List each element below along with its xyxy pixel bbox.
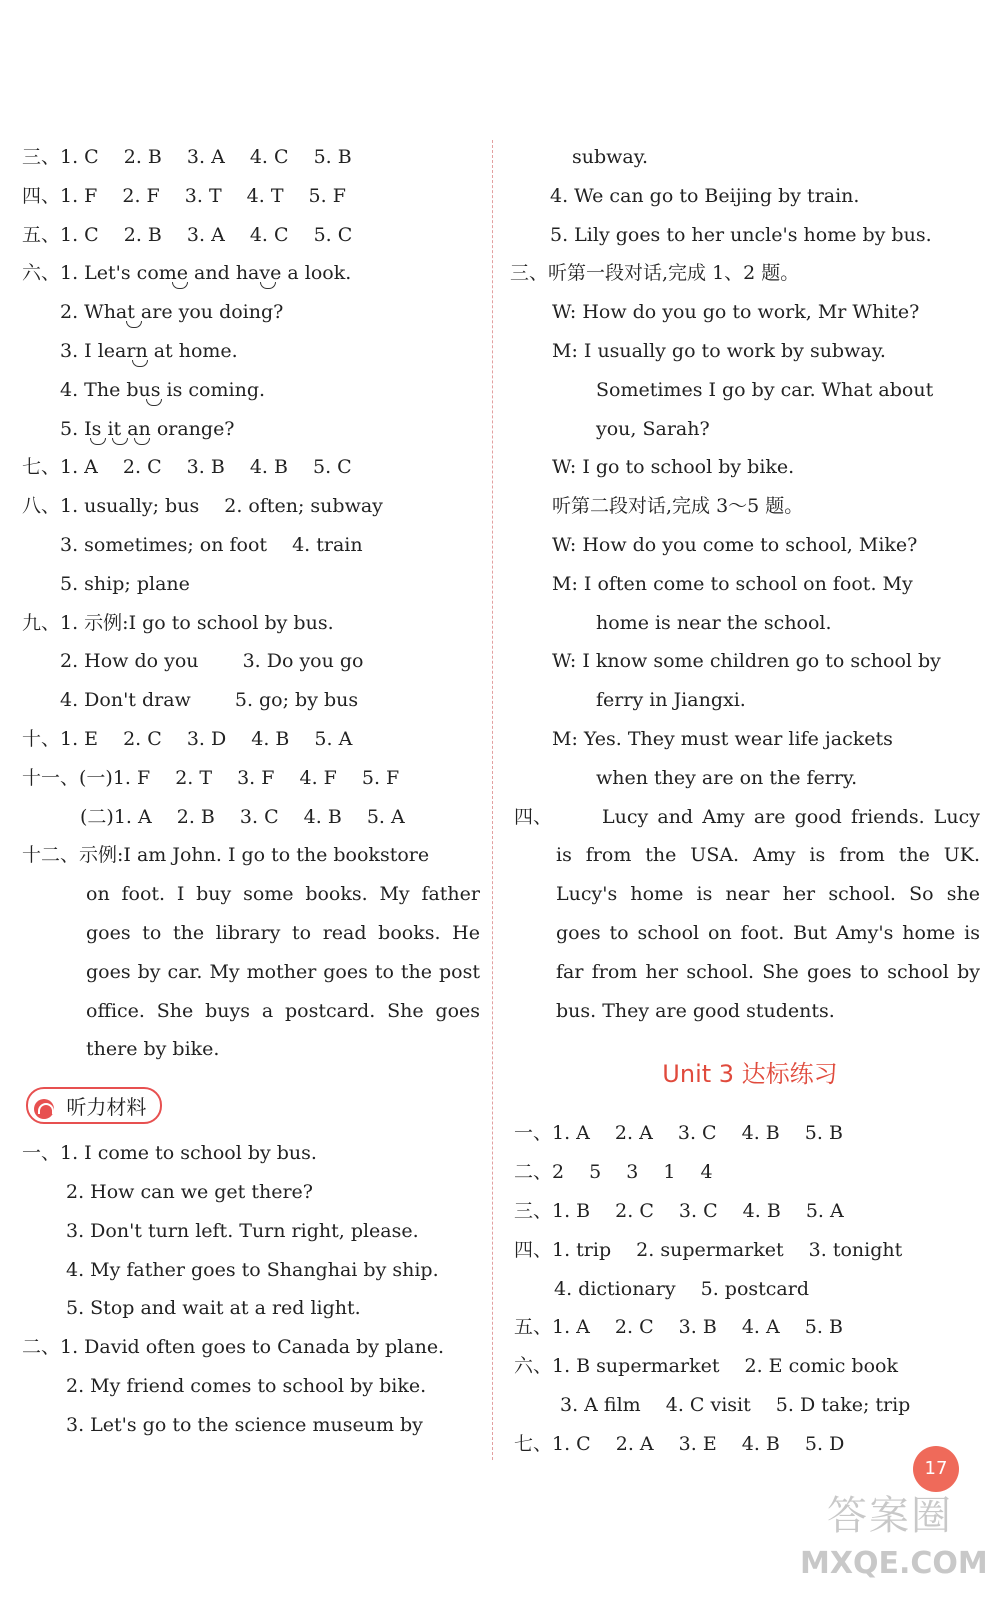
answer-line: 三、1. B 2. C 3. C 4. B 5. A <box>514 1199 844 1222</box>
listening-title: 听力材料 <box>66 1095 147 1120</box>
answer-line <box>22 410 480 449</box>
transcript-line: 一、1. I come to school by bus. <box>22 1142 317 1165</box>
transcript-line: 3. Don't turn left. Turn right, please. <box>66 1219 419 1242</box>
transcript-line: 4. My father goes to Shanghai by ship. <box>66 1258 439 1281</box>
answer-line: 5. ship; plane <box>60 572 190 595</box>
transcript-line: M: I usually go to work by subway. <box>552 339 886 362</box>
answer-line <box>22 332 480 371</box>
answer-line: 三、1. C 2. B 3. A 4. C 5. B <box>22 146 352 168</box>
transcript-line: you, Sarah? <box>596 417 710 440</box>
answer-line: 十二、示例:I am John. I go to the bookstore <box>22 844 430 867</box>
answer-line: 七、1. A 2. C 3. B 4. B 5. C <box>22 456 352 479</box>
liaison-mark <box>90 438 106 445</box>
answer-line: 4. Don't draw 5. go; by bus <box>60 689 359 712</box>
answer-line: 3. sometimes; on foot 4. train <box>60 533 363 556</box>
answer-line: 八、1. usually; bus 2. often; subway <box>22 495 383 518</box>
sample-essay: on foot. I buy some books. My father goes to the library to read books. He goes by car. My mother goes to the post office. She buys a postcard. She goes there by bike. <box>86 883 480 1061</box>
liaison-mark <box>146 399 162 406</box>
watermark-bottom: MXQE.COM <box>800 1546 988 1581</box>
answer-line: 十、1. E 2. C 3. D 4. B 5. A <box>22 727 353 750</box>
transcript-line: M: I often come to school on foot. My <box>552 572 913 595</box>
transcript-line: 3. Let's go to the science museum by <box>66 1413 423 1436</box>
answer-line: 3. A film 4. C visit 5. D take; trip <box>560 1393 911 1416</box>
transcript-line: W: How do you go to work, Mr White? <box>552 301 920 324</box>
liaison-mark <box>112 438 128 445</box>
left-column <box>22 138 480 1445</box>
transcript-line: 4. We can go to Beijing by train. <box>550 184 860 207</box>
liaison-mark <box>126 321 142 328</box>
answer-text: 4. The bus is coming. <box>60 378 266 401</box>
watermark-logo <box>800 1488 988 1592</box>
transcript-line: 5. Lily goes to her uncle's home by bus. <box>550 223 932 246</box>
liaison-mark <box>134 438 150 445</box>
answer-line: 五、1. A 2. C 3. B 4. A 5. B <box>514 1316 843 1339</box>
transcript-line: 5. Stop and wait at a red light. <box>66 1297 361 1320</box>
unit-title: Unit 3 达标练习 <box>662 1060 838 1089</box>
answer-line: 四、1. F 2. F 3. T 4. T 5. F <box>22 184 346 207</box>
answer-line <box>22 371 480 410</box>
liaison-mark <box>132 360 148 367</box>
reading-passage: Lucy and Amy are good friends. Lucy is from the USA. Amy is from the UK. Lucy's home is near her school. So she goes to school on foot. But Amy's home is far from her school. She goes to school by bus. They are good students. <box>556 805 980 1022</box>
answer-line: 九、1. 示例:I go to school by bus. <box>22 611 334 634</box>
answer-line: 六、1. B supermarket 2. E comic book <box>514 1355 898 1378</box>
liaison-mark <box>260 282 276 289</box>
page-number-badge: 17 <box>913 1446 959 1492</box>
transcript-line: Sometimes I go by car. What about <box>596 378 934 401</box>
answer-text: 3. I learn at home. <box>60 339 238 362</box>
reading-passage-block <box>514 798 980 1031</box>
listening-material-heading <box>26 1087 162 1124</box>
answer-text: 2. What are you doing? <box>60 301 284 324</box>
transcript-line: 三、听第一段对话,完成 1、2 题。 <box>510 262 800 285</box>
answer-text: 5. Is it an orange? <box>60 417 235 440</box>
transcript-line: W: How do you come to school, Mike? <box>552 533 918 556</box>
watermark-top: 答案圈 <box>827 1493 953 1539</box>
transcript-line: M: Yes. They must wear life jackets <box>552 727 893 750</box>
transcript-line: 听第二段对话,完成 3～5 题。 <box>552 495 804 518</box>
answer-line: 五、1. C 2. B 3. A 4. C 5. C <box>22 223 353 246</box>
answer-line: 一、1. A 2. A 3. C 4. B 5. B <box>514 1122 843 1145</box>
answer-text: 六、1. Let's come and have a look. <box>22 262 352 285</box>
liaison-mark <box>172 282 188 289</box>
answer-line: 十一、(一)1. F 2. T 3. F 4. F 5. F <box>22 766 400 789</box>
answer-line: 2. How do you 3. Do you go <box>60 650 364 673</box>
passage-label: 四、 <box>514 805 553 828</box>
transcript-line: when they are on the ferry. <box>596 766 858 789</box>
transcript-line: 二、1. David often goes to Canada by plane. <box>22 1336 445 1359</box>
answer-line: 二、2 5 3 1 4 <box>514 1161 713 1184</box>
answer-line <box>22 254 480 293</box>
answer-line: (二)1. A 2. B 3. C 4. B 5. A <box>80 805 405 828</box>
transcript-line: 2. How can we get there? <box>66 1180 313 1203</box>
transcript-line: W: I go to school by bike. <box>552 456 795 479</box>
transcript-line: W: I know some children go to school by <box>552 650 941 673</box>
answer-line: 四、1. trip 2. supermarket 3. tonight <box>514 1238 903 1261</box>
transcript-line: ferry in Jiangxi. <box>596 689 746 712</box>
answer-line: 七、1. C 2. A 3. E 4. B 5. D <box>514 1432 845 1455</box>
transcript-line: 2. My friend comes to school by bike. <box>66 1374 427 1397</box>
transcript-line: home is near the school. <box>596 611 832 634</box>
answer-line: 4. dictionary 5. postcard <box>554 1277 809 1300</box>
right-column <box>510 138 980 1464</box>
column-divider <box>492 140 493 1460</box>
transcript-line: subway. <box>572 146 648 168</box>
answer-line <box>22 293 480 332</box>
headphones-icon <box>34 1099 54 1119</box>
